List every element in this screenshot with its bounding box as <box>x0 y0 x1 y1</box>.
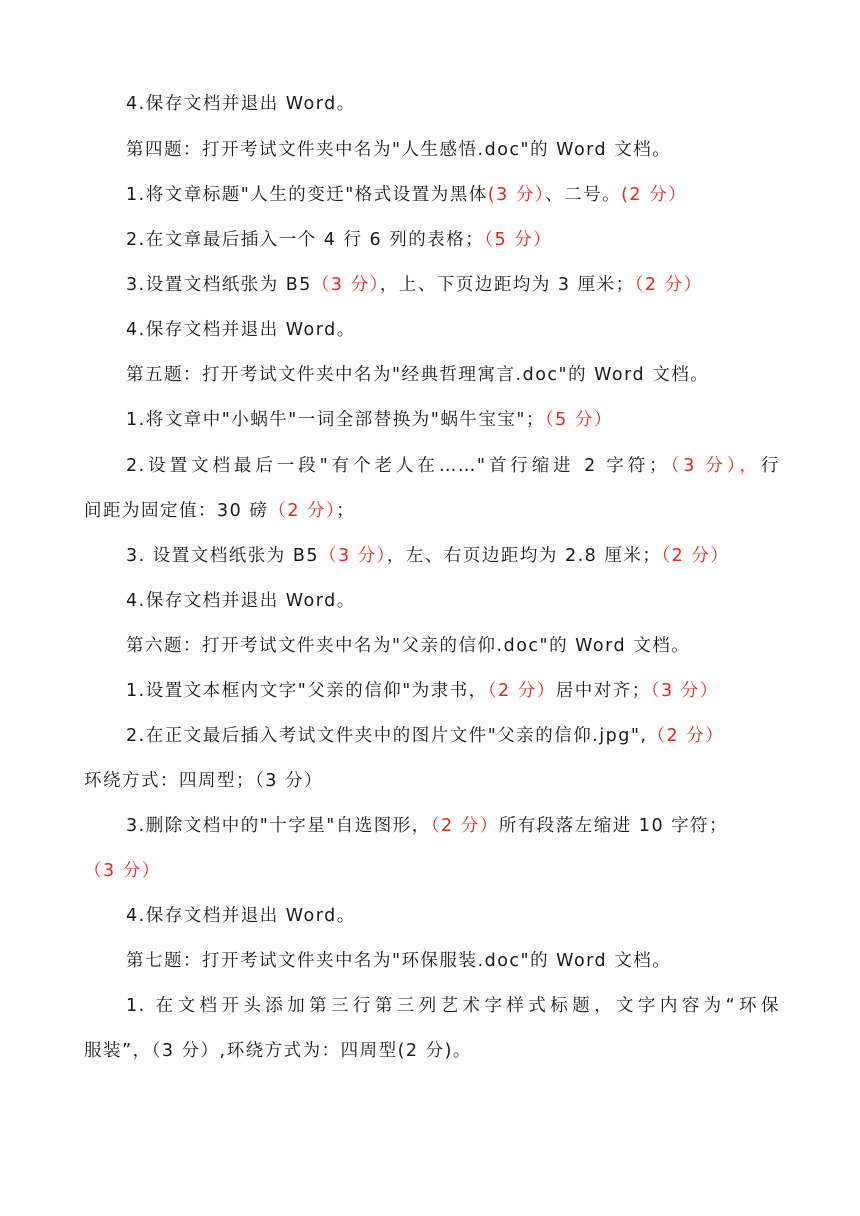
text-line <box>126 318 780 342</box>
text-segment: ，上、下页边距均为 3 厘米； <box>379 275 635 295</box>
text-segment: 1. 在文档开头添加第三行第三列艺术字样式标题，文字内容为“环保 <box>126 996 780 1016</box>
text-segment: 3. 设置文档纸张为 B5 <box>126 546 319 566</box>
text-line <box>126 904 780 928</box>
score-text: （3 分）， <box>668 456 761 476</box>
text-segment: 所有段落左缩进 10 字符； <box>498 816 729 836</box>
text-segment: ； <box>336 501 356 521</box>
score-text: (2 分） <box>621 185 688 205</box>
score-text: （2 分） <box>647 726 725 746</box>
text-line <box>126 679 780 703</box>
text-line <box>84 1039 780 1063</box>
text-segment: 1.将文章中"小蜗牛"一词全部替换为"蜗牛宝宝"； <box>126 410 545 430</box>
text-line <box>126 589 780 613</box>
text-segment: ，左、右页边距均为 2.8 厘米； <box>386 546 662 566</box>
text-line <box>126 544 780 568</box>
text-segment: 第四题：打开考试文件夹中名为"人生感悟.doc"的 Word 文档。 <box>126 140 672 160</box>
text-segment: 第七题：打开考试文件夹中名为"环保服装.doc"的 Word 文档。 <box>126 951 672 971</box>
text-segment: 4.保存文档并退出 Word。 <box>126 591 356 611</box>
text-line <box>126 183 780 207</box>
score-text: （3 分） <box>650 681 719 701</box>
score-text: （2 分） <box>661 546 730 566</box>
text-line <box>126 228 780 252</box>
question-heading <box>126 949 780 973</box>
score-text: （3 分） <box>311 275 380 295</box>
text-line <box>84 769 780 793</box>
question-heading <box>126 634 780 658</box>
text-segment: 2.在文章最后插入一个 4 行 6 列的表格； <box>126 230 485 250</box>
text-segment: 行 <box>760 456 780 476</box>
text-segment: 4.保存文档并退出 Word。 <box>126 320 356 340</box>
score-text: （2 分） <box>487 681 556 701</box>
text-line <box>126 814 780 838</box>
score-text: （3 分） <box>84 861 161 881</box>
text-segment: 4.保存文档并退出 Word。 <box>126 906 356 926</box>
text-segment: 服装”，（3 分）,环绕方式为：四周型(2 分)。 <box>84 1041 472 1061</box>
text-line <box>84 499 780 523</box>
text-segment: 3.设置文档纸张为 B5 <box>126 275 312 295</box>
text-segment: 2.设置文档最后一段"有个老人在……"首行缩进 2 字符； <box>126 456 669 476</box>
question-heading <box>126 138 780 162</box>
score-text: （2 分） <box>634 275 703 295</box>
text-segment: 第六题：打开考试文件夹中名为"父亲的信仰.doc"的 Word 文档。 <box>126 636 691 656</box>
text-segment: 2.在正文最后插入考试文件夹中的图片文件"父亲的信仰.jpg", <box>126 726 648 746</box>
text-segment: 、二号。 <box>545 185 622 205</box>
text-segment: 居中对齐； <box>555 681 651 701</box>
text-line <box>126 273 780 297</box>
question-heading <box>126 363 780 387</box>
text-segment: 第五题：打开考试文件夹中名为"经典哲理寓言.doc"的 Word 文档。 <box>126 365 710 385</box>
text-line <box>126 92 780 116</box>
text-segment: 1.将文章标题"人生的变迁"格式设置为黑体 <box>126 185 488 205</box>
score-text: （2 分） <box>430 816 499 836</box>
text-segment: 3.删除文档中的"十字星"自选图形， <box>126 816 431 836</box>
score-text: （5 分） <box>544 410 613 430</box>
text-segment: 环绕方式：四周型；（3 分） <box>84 771 323 791</box>
score-text: （3 分） <box>318 546 387 566</box>
text-segment: 间距为固定值：30 磅 <box>84 501 269 521</box>
text-line <box>126 454 780 478</box>
text-segment: 1.设置文本框内文字"父亲的信仰"为隶书， <box>126 681 488 701</box>
score-text: （5 分） <box>484 230 553 250</box>
score-text: (3 分） <box>487 185 546 205</box>
text-segment: 4.保存文档并退出 Word。 <box>126 94 356 114</box>
score-text: （2 分） <box>268 501 337 521</box>
text-line <box>126 994 780 1018</box>
text-line <box>84 859 780 883</box>
text-line <box>126 724 780 748</box>
text-line <box>126 408 780 432</box>
